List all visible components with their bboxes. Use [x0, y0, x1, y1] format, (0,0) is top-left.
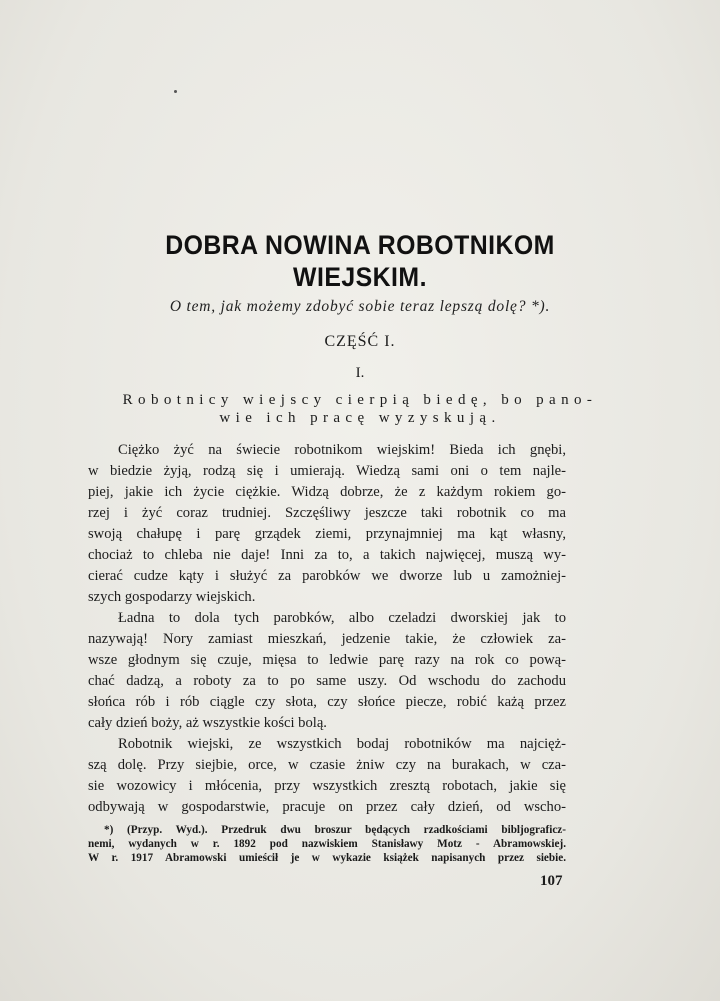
- footnote-line: W r. 1917 Abramowski umieścił je w wykazie książek napisanych przez siebie.: [88, 852, 566, 864]
- body-line: odbywają w gospodarstwie, pracuje on przez cały dzień, od wscho-: [88, 799, 566, 815]
- body-line: cierać cudze kąty i służyć za parobków we dworze lub u zamożniej-: [88, 568, 566, 584]
- body-line: szą dolę. Przy siejbie, orce, w czasie żniw czy na burakach, w cza-: [88, 757, 566, 773]
- body-line: szych gospodarzy wiejskich.: [88, 589, 256, 605]
- body-line: sie wozowicy i młócenia, przy wszystkich zresztą robotach, jakie się: [88, 778, 566, 794]
- body-line: swoją chałupę i parę grządek ziemi, przynajmniej ma kąt własny,: [88, 526, 566, 542]
- title-line-2: WIEJSKIM.: [293, 262, 427, 292]
- body-line: rzej i żyć coraz trudniej. Szczęśliwy jeszcze taki robotnik co ma: [88, 505, 566, 521]
- title-line-1: DOBRA NOWINA ROBOTNIKOM: [165, 230, 555, 260]
- body-line: Robotnik wiejski, ze wszystkich bodaj robotników ma najcięż-: [118, 736, 566, 752]
- body-line: wsze głodnym się czuje, mięsa to ledwie parę razy na rok co pową-: [88, 652, 566, 668]
- footnote-line: nemi, wydanych w r. 1892 pod nazwiskiem Stanisławy Motz - Abramowskiej.: [88, 838, 566, 850]
- body-line: chać dadzą, a roboty za to po same uszy. Od wschodu do zachodu: [88, 673, 566, 689]
- body-line: piej, jakie ich życie ciężkie. Widzą dobrze, że z każdym rokiem go-: [88, 484, 566, 500]
- body-line: w biedzie żyją, rodzą się i umierają. Wiedzą sami oni o tem najle-: [88, 463, 566, 479]
- section-number: I.: [355, 365, 365, 381]
- part-label: CZĘŚĆ I.: [324, 333, 396, 350]
- section-heading-line-2: wie ich pracę wyzyskują.: [219, 410, 501, 426]
- body-line: Ładna to dola tych parobków, albo czeladzi dworskiej jak to: [118, 610, 566, 626]
- body-line: słońca rób i rób ciągle czy słota, czy słońce piecze, robić każą przez: [88, 694, 566, 710]
- footnote-line: *) (Przyp. Wyd.). Przedruk dwu broszur będących rzadkościami bibljograficz-: [104, 824, 566, 836]
- body-line: nazywają! Nory zamiast mieszkań, jedzenie takie, że człowiek za-: [88, 631, 566, 647]
- page-number: 107: [540, 873, 563, 889]
- ink-speck: [174, 90, 177, 93]
- body-line: Ciężko żyć na świecie robotnikom wiejskim! Bieda ich gnębi,: [118, 442, 566, 458]
- body-line: chociaż to chleba nie daje! Inni za to, a takich najwięcej, muszą wy-: [88, 547, 566, 563]
- section-heading-line-1: Robotnicy wiejscy cierpią biedę, bo pano-: [122, 392, 598, 408]
- subtitle: O tem, jak możemy zdobyć sobie teraz lepszą dolę? *).: [169, 298, 551, 315]
- body-line: cały dzień boży, aż wszystkie kości bolą.: [88, 715, 327, 731]
